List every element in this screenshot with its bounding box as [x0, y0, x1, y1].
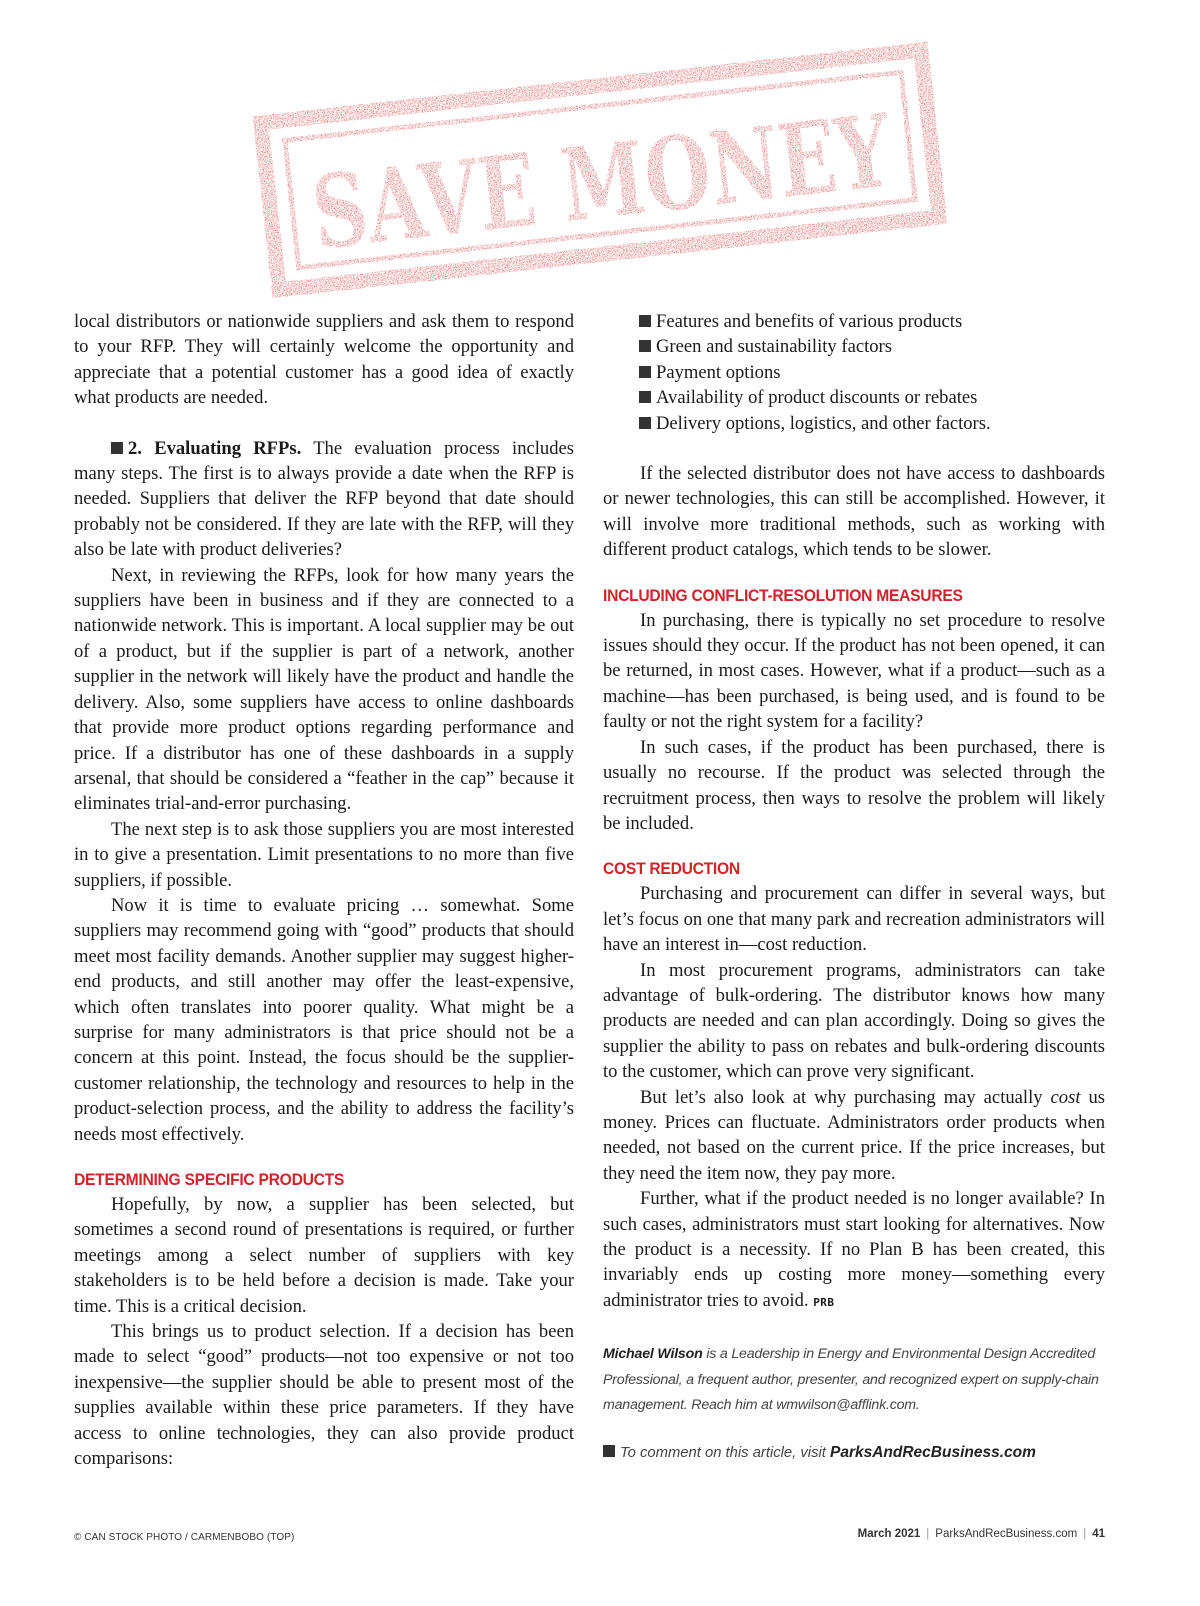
paragraph-cost-money: But let’s also look at why purchasing may actually cost us money. Prices can fluctuate. Administrators order products when needed, not based on the current price. If the price increases, but they need the item now, they pay more. — [603, 1086, 1106, 1184]
footer-site: ParksAndRecBusiness.com — [935, 1528, 1078, 1540]
issue-date: March 2021 — [857, 1528, 921, 1540]
author-bio: Michael Wilson is a Leadership in Energy and Environmental Design Accredited Professional, a frequent author, presenter, and recognized expert on supply-chain management. Reach him at wmwilson@afflink.com. — [603, 1346, 1099, 1414]
square-bullet-icon — [639, 366, 651, 378]
paragraph-purchasing: In purchasing, there is typically no set procedure to resolve issues should they occur. If the product has not been opened, it can be returned, in most cases. However, what if a product—such as a machine—has been purchased, is being used, and is found to be faulty or not the right system for a facility? — [603, 609, 1105, 733]
paragraph-such-cases: In such cases, if the product has been purchased, there is usually no recourse. If the product was selected through the recruitment process, then ways to resolve the problem will likely be included. — [603, 736, 1105, 834]
square-bullet-icon — [639, 417, 651, 429]
heading-determining-products: DETERMINING SPECIFIC PRODUCTS — [74, 1170, 345, 1189]
paragraph-hopefully: Hopefully, by now, a supplier has been selected, but sometimes a second round of presentations is required, or further meetings among a select number of suppliers with key stakeholders is to be held before a decision is made. Take your time. This is a critical decision. — [74, 1194, 574, 1317]
evaluating-text: The evaluation process includes many steps. The first is to always provide a date when the RFP is needed. Suppliers that deliver the RFP beyond that date should probably not be considered. If they are late with the RFP, will they also be late with product deliveries? — [74, 437, 575, 561]
list-item: Features and benefits of various products — [639, 309, 1105, 334]
list-item: Green and sustainability factors — [639, 334, 1105, 359]
author-name: Michael Wilson — [603, 1346, 703, 1363]
paragraph-next: Next, in reviewing the RFPs, look for how many years the suppliers have been in business and if they are connected to a nationwide network. This is important. A local supplier may be out of a product, but if the supplier is part of a network, another supplier in the network will likely have the product and handle the delivery. Also, some suppliers have access to online dashboards that provide more product options regarding performance and price. If a distributor has one of these dashboards in a supply arsenal, that should be considered a “feather in the cap” because it eliminates trial-and-error purchasing. — [74, 564, 574, 815]
right-column — [603, 309, 1105, 1462]
paragraph-procurement: Purchasing and procurement can differ in several ways, but let’s focus on one that many park and recreation administrators will have an interest in—cost reduction. — [603, 883, 1105, 956]
comment-callout: To comment on this article, visit ParksAndRecBusiness.com — [603, 1444, 1105, 1462]
list-item: Payment options — [639, 360, 1105, 385]
heading-cost-reduction: COST REDUCTION — [603, 859, 740, 879]
paragraph-further: Further, what if the product needed is no longer available? In such cases, administrators must start looking for alternatives. Now the product is a necessity. If no Plan B has been created, this invariably ends up costing more money—something every administrator tries to avoid. PRB — [603, 1188, 1105, 1311]
paragraph-pricing: Now it is time to evaluate pricing … somewhat. Some suppliers may recommend going with “good” products that should meet most facility demands. Another supplier may suggest higher-end products, and still another may offer the least-expensive, which often translates into poorer quality. What might be a surprise for many administrators is that price should not be a concern at this point. Instead, the focus should be the supplier-customer relationship, the technology and resources to help in the product-selection process, and the ability to address the facility’s needs most effectively. — [74, 894, 574, 1145]
save-money-stamp-image — [0, 0, 1200, 300]
left-column — [74, 309, 574, 1471]
square-bullet-icon — [639, 315, 651, 327]
comparison-list — [639, 309, 1105, 436]
list-item: Availability of product discounts or rebates — [639, 385, 1105, 410]
square-bullet-icon — [603, 1445, 615, 1457]
paragraph-evaluating — [74, 436, 574, 563]
comment-site-link[interactable]: ParksAndRecBusiness.com — [830, 1444, 1036, 1462]
square-bullet-icon — [639, 340, 651, 352]
stamp-graphic — [0, 0, 1200, 300]
paragraph-intro: local distributors or nationwide suppliers and ask them to respond to your RFP. They will certainly welcome the opportunity and appreciate that a potential customer has a good idea of exactly what products are needed. — [74, 311, 574, 409]
page-footer: March 2021 | ParksAndRecBusiness.com | 41 — [857, 1528, 1105, 1540]
paragraph-dashboards: If the selected distributor does not have access to dashboards or newer technologies, this can still be accomplished. However, it will involve more traditional methods, such as working with different product catalogs, which tends to be slower. — [603, 463, 1105, 561]
paragraph-bulk-ordering: In most procurement programs, administrators can take advantage of bulk-ordering. The distributor knows how many products are needed and can plan accordingly. Doing so gives the supplier the ability to pass on rebates and bulk-ordering discounts to the customer, which can prove very significant. — [603, 959, 1105, 1083]
heading-conflict-resolution: INCLUDING CONFLICT-RESOLUTION MEASURES — [603, 585, 963, 605]
svg-text:SAVE MONEY: SAVE MONEY — [306, 70, 1083, 273]
paragraph-product-selection: This brings us to product selection. If a decision has been made to select “good” products—not too expensive or not too inexpensive—the supplier should be able to present most of the supplies available within these price parameters. If they have access to online technologies, they can also provide product comparisons: — [74, 1321, 574, 1470]
page-number: 41 — [1092, 1528, 1105, 1540]
evaluating-label: 2. Evaluating RFPs. — [128, 437, 302, 459]
square-bullet-icon — [639, 391, 651, 403]
photo-credit: © CAN STOCK PHOTO / CARMENBOBO (TOP) — [74, 1532, 295, 1543]
paragraph-presentation: The next step is to ask those suppliers you are most interested in to give a presentation. Limit presentations to no more than five suppliers, if possible. — [74, 818, 574, 891]
prb-end-mark: PRB — [813, 1295, 835, 1309]
list-item: Delivery options, logistics, and other factors. — [639, 411, 1105, 436]
square-bullet-icon — [111, 442, 123, 454]
